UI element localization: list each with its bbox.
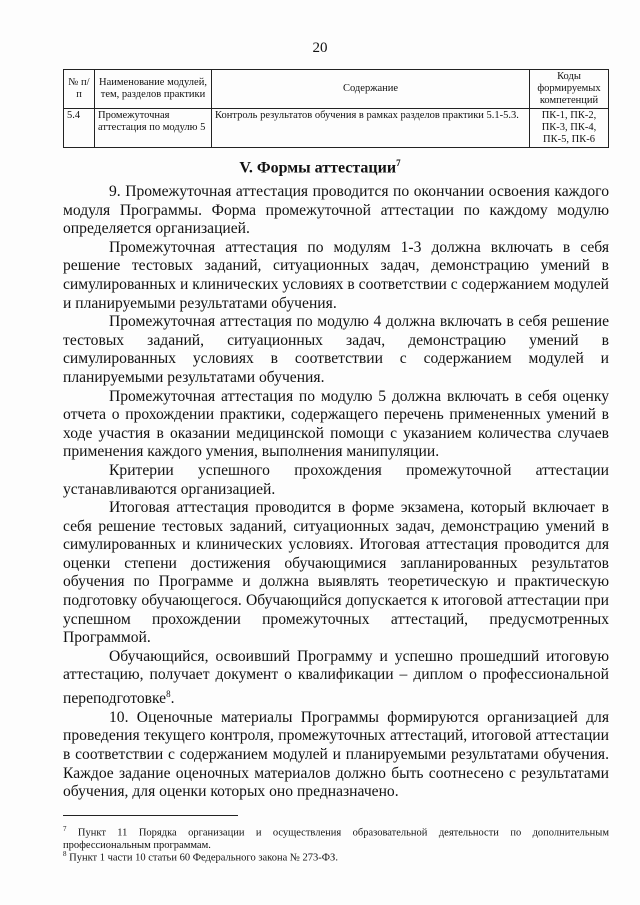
header-codes: Коды формируемых компетенций xyxy=(530,70,609,109)
footnote-7: $^7$ Пункт 11 Порядка организации и осуществления образовательной деятельности по дополнительным профессиональным программам. xyxy=(63,825,609,851)
footnote-ref-8: 8 xyxy=(166,689,171,700)
paragraph-module-5: Промежуточная аттестация по модулю 5 должна включать в себя оценку отчета о прохождении практики, содержащего перечень примененных умений в ходе участия в оказании медицинской помощи с указанием количества случаев применения каждого умения, выполнения манипуляции. xyxy=(63,387,609,461)
paragraph-criteria: Критерии успешного прохождения промежуточной аттестации устанавливаются организацией. xyxy=(63,461,609,498)
table-header-row xyxy=(64,70,609,109)
footnote-divider xyxy=(63,815,238,816)
footnote-8: $^8$ Пункт 1 части 10 статьи 60 Федерального закона № 273-ФЗ. xyxy=(63,850,338,864)
paragraph-final-attestation: Итоговая аттестация проводится в форме экзамена, который включает в себя решение тестовых заданий, ситуационных задач, демонстрацию умений в симулированных и клинических условиях. Итоговая аттестация проводится для оценки степени достижения обучающимися запланированных результатов обучения по Программе и должна выявлять теоретическую и практическую подготовку обучающегося. Обучающийся допускается к итоговой аттестации при успешном прохождении промежуточных аттестаций, предусмотренных Программой. xyxy=(63,499,609,647)
table-row xyxy=(64,109,609,148)
paragraph-intermediate-attestation: 9. Промежуточная аттестация проводится по окончании освоения каждого модуля Программы. Форма промежуточной аттестации по каждому модулю определяется организацией. xyxy=(63,183,609,238)
header-name: Наименование модулей, тем, разделов практики xyxy=(95,70,212,109)
paragraph-diploma: Обучающийся, освоивший Программу и успешно прошедший итоговую аттестацию, получает документ о квалификации – диплом о профессиональной переподготовке$^8$. xyxy=(63,647,609,708)
row-codes: ПК-1, ПК-2, ПК-3, ПК-4, ПК-5, ПК-6 xyxy=(530,109,609,148)
header-num: № п/п xyxy=(64,70,95,109)
paragraph-modules-1-3: Промежуточная аттестация по модулям 1-3 должна включать в себя решение тестовых заданий, ситуационных задач, демонстрацию умений в симулированных и клинических условиях в соответствии с содержанием модулей и планируемыми результатами обучения. xyxy=(63,238,609,312)
header-content: Содержание xyxy=(212,70,530,109)
row-content: Контроль результатов обучения в рамках разделов практики 5.1-5.3. xyxy=(212,109,530,148)
program-table xyxy=(63,69,609,148)
section-title: V. Формы аттестации$^7$ xyxy=(239,158,401,177)
row-name: Промежуточная аттестация по модулю 5 xyxy=(95,109,212,148)
paragraph-assessment-materials: 10. Оценочные материалы Программы формируются организацией для проведения текущего контроля, промежуточных аттестаций, итоговой аттестации в соответствии с содержанием модулей и планируемыми результатами обучения. Каждое задание оценочных материалов должно быть соотнесено с результатами обучения, для оценки которых оно предназначено. xyxy=(63,708,609,801)
footnote-ref-7: 7 xyxy=(396,158,401,168)
row-num: 5.4 xyxy=(64,109,95,148)
paragraph-module-4: Промежуточная аттестация по модулю 4 должна включать в себя решение тестовых заданий, ситуационных задач, демонстрацию умений в симулированных условиях в соответствии с содержанием модулей и планируемыми результатами обучения. xyxy=(63,313,609,386)
page-number: 20 xyxy=(312,40,328,56)
section-body xyxy=(63,183,609,802)
